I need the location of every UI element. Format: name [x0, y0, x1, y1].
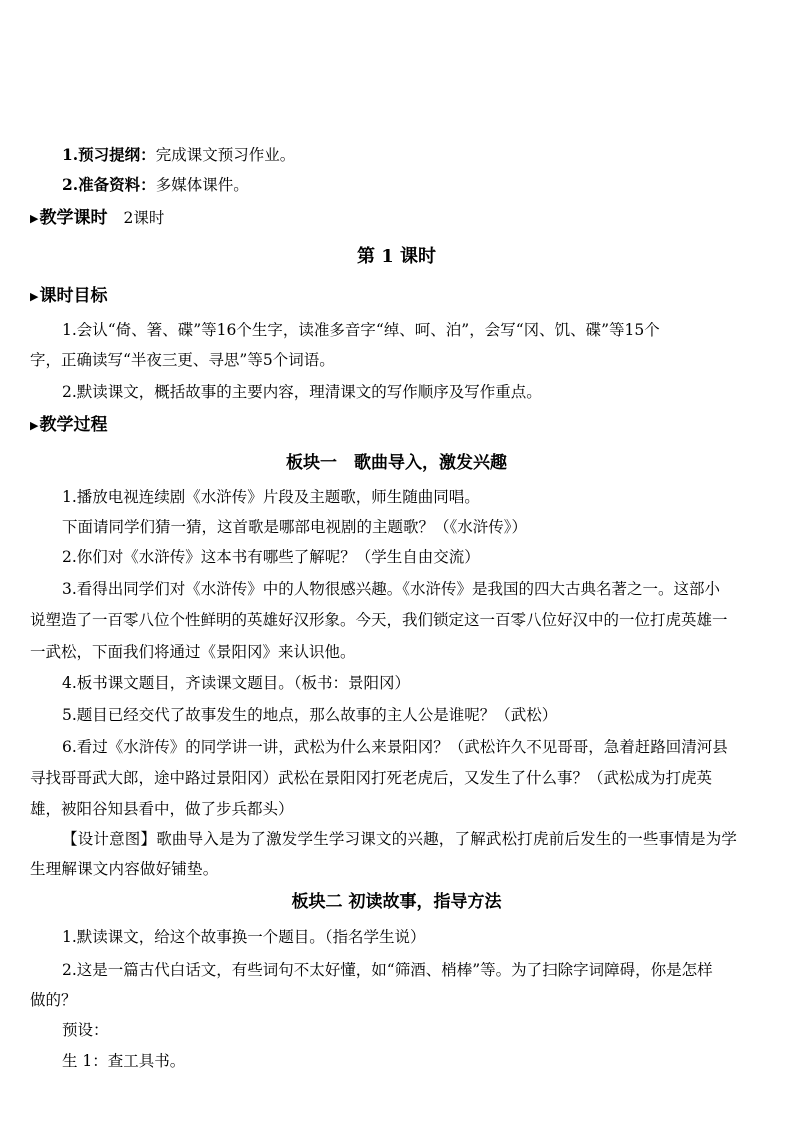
block2-line: 生 1：查工具书。 — [62, 1052, 186, 1070]
block1-line: 一武松，下面我们将通过《景阳冈》来认识他。 — [30, 643, 356, 661]
block2-line: 1.默读课文，给这个故事换一个题目。（指名学生说） — [62, 928, 426, 946]
block2-line: 2.这是一篇古代白话文，有些词句不太好懂，如“筛酒、梢棒”等。为了扫除字词障碍，你是怎样 — [62, 961, 713, 979]
triangle-marker-icon: ▶ — [30, 212, 39, 225]
prep-item-1 — [62, 145, 295, 165]
block1-line: 寻找哥哥武大郎，途中路过景阳冈）武松在景阳冈打死老虎后，又发生了什么事？（武松成为打虎英 — [30, 769, 713, 787]
teaching-hours-value: 2课时 — [123, 209, 165, 227]
goals-header — [30, 285, 107, 307]
design-intent-line-2: 生理解课文内容做好铺垫。 — [30, 860, 219, 878]
block1-line: 下面请同学们猜一猜，这首歌是哪部电视剧的主题歌？（《水浒传》） — [62, 518, 528, 536]
block1-line: 雄，被阳谷知县看中，做了步兵都头） — [30, 800, 294, 818]
block1-line: 5.题目已经交代了故事发生的地点，那么故事的主人公是谁呢？（武松） — [62, 706, 558, 724]
goals-title: 课时目标 — [39, 286, 108, 306]
block1-line: 1.播放电视连续剧《水浒传》片段及主题歌，师生随曲同唱。 — [62, 488, 480, 506]
teaching-hours — [30, 207, 164, 229]
process-title: 教学过程 — [39, 415, 108, 435]
block1-line: 2.你们对《水浒传》这本书有哪些了解呢？（学生自由交流） — [62, 548, 480, 566]
goal-line-1: 1.会认“倚、箸、碟”等16个生字，读准多音字“绰、呵、泊”，会写“冈、饥、碟”等15个 — [62, 321, 660, 339]
lesson-title: 第 1 课时 — [356, 246, 437, 267]
process-header — [30, 414, 107, 436]
block2-line: 预设： — [62, 1021, 109, 1039]
prep-item-2-text: 多媒体课件。 — [155, 176, 249, 194]
prep-item-2 — [62, 175, 249, 195]
design-intent-line-1: 【设计意图】歌曲导入是为了激发学生学习课文的兴趣，了解武松打虎前后发生的一些事情是为学 — [62, 830, 738, 848]
triangle-marker-icon: ▶ — [30, 290, 39, 303]
prep-item-1-label: 1.预习提纲： — [62, 145, 156, 164]
triangle-marker-icon: ▶ — [30, 419, 39, 432]
goal-line-3: 2.默读课文，概括故事的主要内容，理清课文的写作顺序及写作重点。 — [62, 383, 542, 401]
block1-heading: 板块一 歌曲导入，激发兴趣 — [286, 453, 507, 473]
prep-item-2-label: 2.准备资料： — [62, 175, 156, 194]
block2-heading: 板块二 初读故事，指导方法 — [291, 892, 502, 912]
block1-line: 3.看得出同学们对《水浒传》中的人物很感兴趣。《水浒传》是我国的四大古典名著之一。这部小 — [62, 580, 721, 598]
goal-line-2: 字，正确读写“半夜三更、寻思”等5个词语。 — [30, 351, 335, 369]
block1-line: 说塑造了一百零八位个性鲜明的英雄好汉形象。今天，我们锁定这一百零八位好汉中的一位打虎英雄一 — [30, 611, 728, 629]
prep-item-1-text: 完成课文预习作业。 — [155, 146, 296, 164]
teaching-hours-title: 教学课时 — [39, 208, 108, 228]
block2-line: 做的？ — [30, 991, 77, 1009]
block1-line: 4.板书课文题目，齐读课文题目。（板书：景阳冈） — [62, 674, 411, 692]
block1-line: 6.看过《水浒传》的同学讲一讲，武松为什么来景阳冈？（武松许久不见哥哥，急着赶路回清河县 — [62, 738, 728, 756]
